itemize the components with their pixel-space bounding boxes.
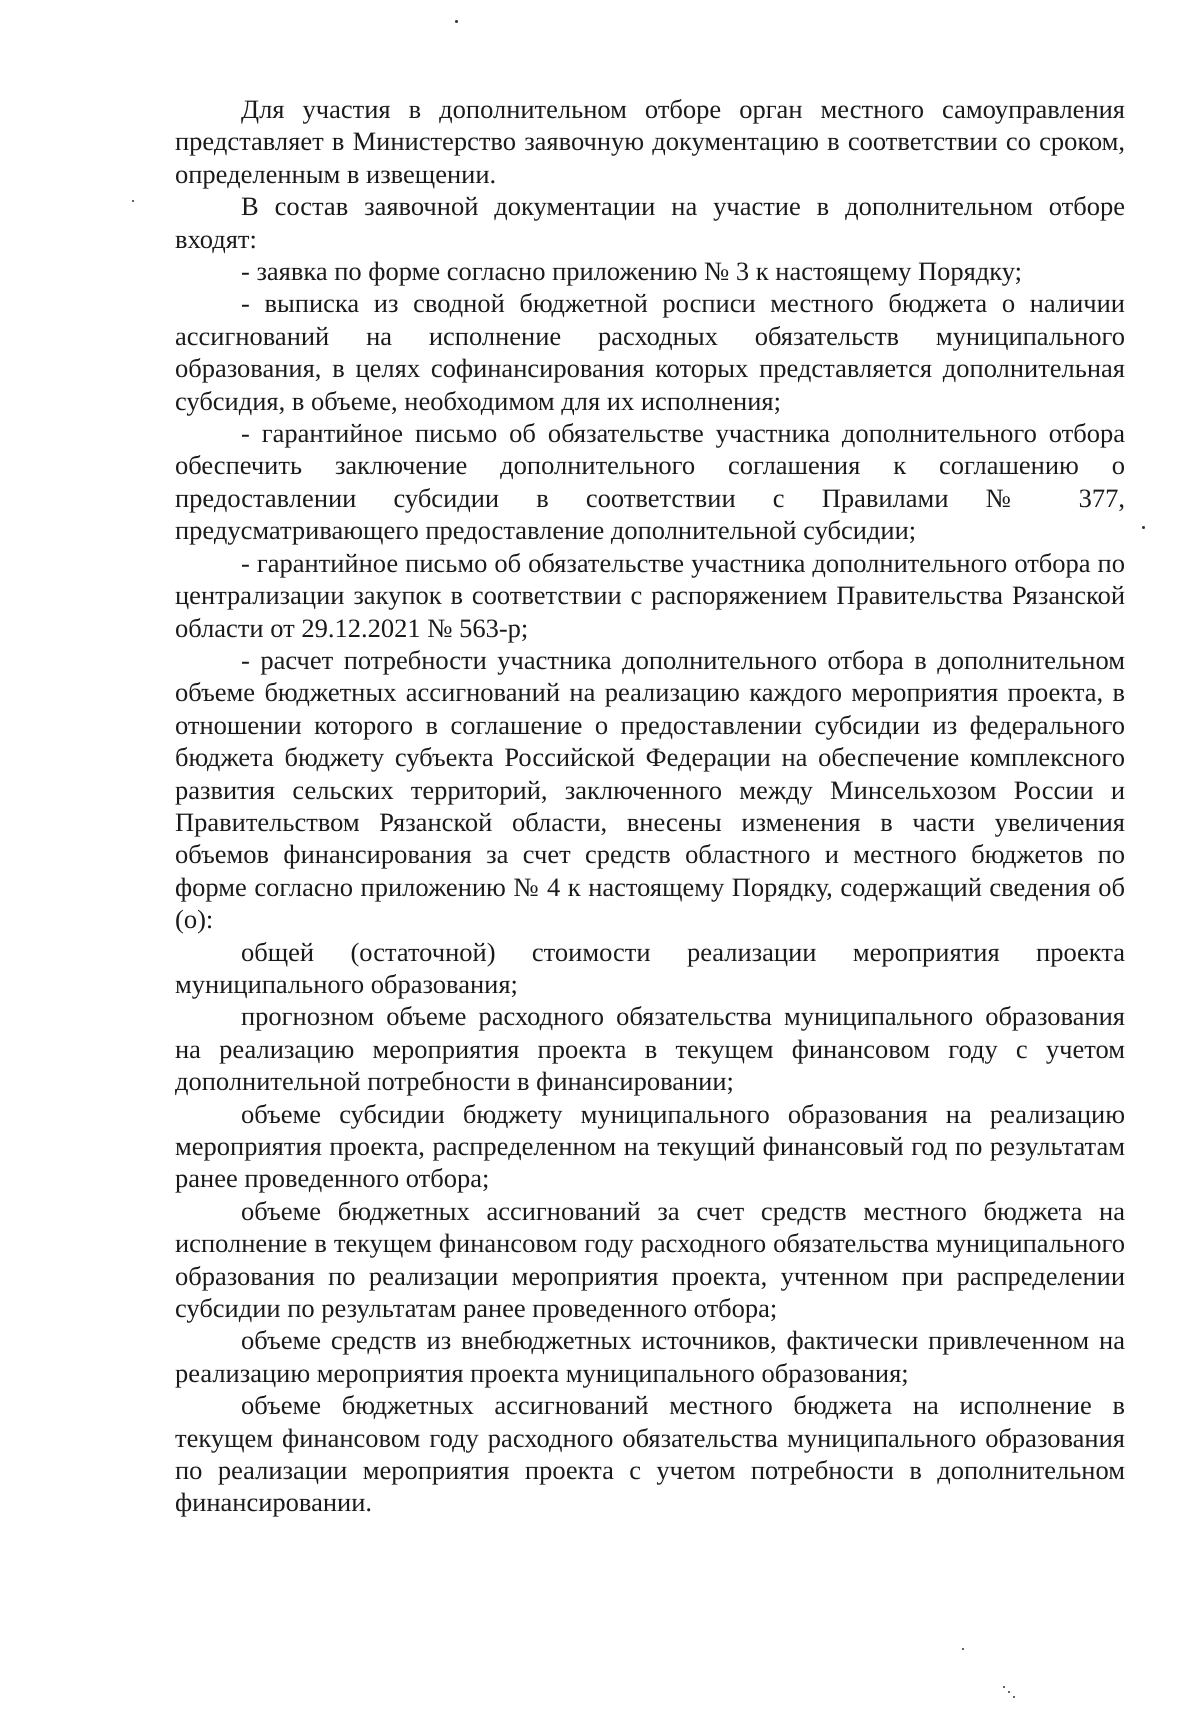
scan-speck: [1013, 1696, 1015, 1698]
paragraph-composition: В состав заявочной документации на участие в дополнительном отборе входят:: [175, 191, 1125, 254]
scan-speck: [962, 1648, 964, 1650]
paragraph-intro: Для участия в дополнительном отборе орган местного самоуправления представляет в Министерство заявочную документацию в соответствии со сроком, определенным в извещении.: [175, 94, 1125, 189]
list-item-guarantee-letter-procurement: - гарантийное письмо об обязательстве участника дополнительного отбора по централизации закупок в соответствии с распоряжением Правительства Рязанской области от 29.12.2021 № 563-р;: [175, 547, 1125, 643]
list-item-guarantee-letter-agreement: - гарантийное письмо об обязательстве участника дополнительного отбора обеспечить заключение дополнительного соглашения к соглашению о предоставлении субсидии в соответствии с Правилами № 377, предусматривающего предоставление дополнительной субсидии;: [175, 418, 1125, 546]
scan-speck: [132, 200, 134, 202]
scan-speck: [1003, 1686, 1005, 1688]
list-item-budget-extract: - выписка из сводной бюджетной росписи местного бюджета о наличии ассигнований на исполнение расходных обязательств муниципального образования, в целях софинансирования которых представляется дополнительная субсидия, в объеме, необходимом для их исполнения;: [175, 288, 1125, 416]
list-item-application: - заявка по форме согласно приложению № 3 к настоящему Порядку;: [241, 256, 1023, 287]
document-body: [175, 93, 1125, 1519]
scan-speck: [1142, 526, 1145, 529]
sub-item-local-budget-allocations: объеме бюджетных ассигнований за счет средств местного бюджета на исполнение в текущем финансовом году расходного обязательства муниципального образования по реализации мероприятия проекта, учтенном при распределении субсидии по результатам ранее проведенного отбора;: [175, 1195, 1125, 1324]
sub-item-total-cost: общей (остаточной) стоимости реализации мероприятия проекта муниципального образования;: [175, 936, 1125, 999]
scan-speck: [455, 20, 458, 23]
sub-item-local-budget-with-need: объеме бюджетных ассигнований местного бюджета на исполнение в текущем финансовом году расходного обязательства муниципального образования по реализации мероприятия проекта с учетом потребности в дополнительном финансировании.: [175, 1390, 1125, 1518]
sub-item-subsidy-volume: объеме субсидии бюджету муниципального образования на реализацию мероприятия проекта, распределенном на текущий финансовый год по результатам ранее проведенного отбора;: [175, 1098, 1125, 1194]
scan-speck: [1008, 1691, 1010, 1693]
sub-item-forecast-obligation: прогнозном объеме расходного обязательства муниципального образования на реализацию мероприятия проекта в текущем финансовом году с учетом дополнительной потребности в финансировании;: [175, 1001, 1125, 1097]
sub-item-extrabudgetary-funds: объеме средств из внебюджетных источников, фактически привлеченном на реализацию мероприятия проекта муниципального образования;: [175, 1325, 1125, 1388]
list-item-need-calculation: - расчет потребности участника дополнительного отбора в дополнительном объеме бюджетных ассигнований на реализацию каждого мероприятия проекта, в отношении которого в соглашение о предоставлении субсидии из федерального бюджета бюджету субъекта Российской Федерации на обеспечение комплексного развития сельских территорий, заключенного между Минсельхозом России и Правительством Рязанской области, внесены изменения в части увеличения объемов финансирования за счет средств областного и местного бюджетов по форме согласно приложению № 4 к настоящему Порядку, содержащий сведения об (о):: [175, 644, 1125, 935]
